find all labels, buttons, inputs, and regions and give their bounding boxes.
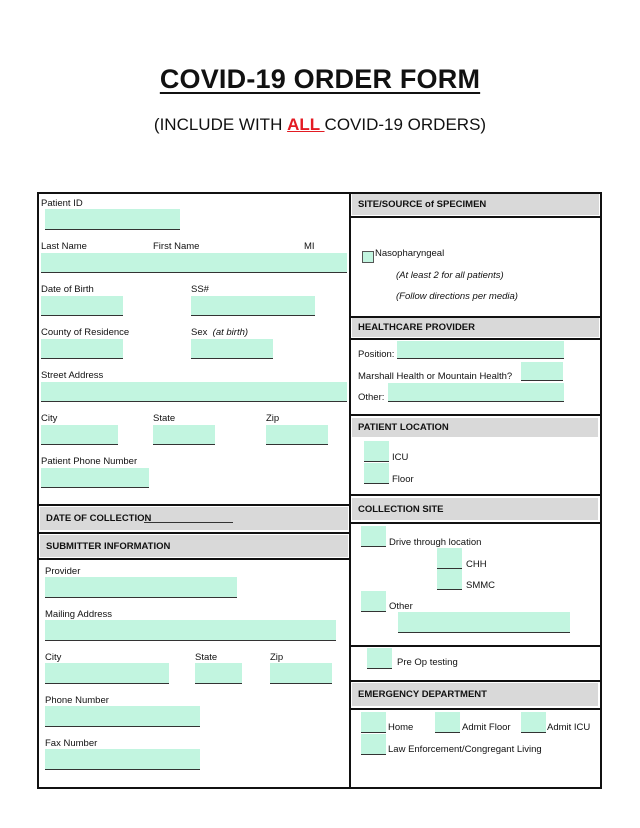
sex-label: Sex (at birth) (191, 327, 249, 338)
divider (37, 532, 351, 534)
patient-location-header: PATIENT LOCATION (352, 418, 598, 437)
submitter-state-label: State (195, 652, 218, 663)
chh-label: CHH (466, 559, 487, 570)
position-label: Position: (358, 349, 395, 360)
collection-site-header: COLLECTION SITE (352, 498, 598, 520)
admit-icu-label: Admit ICU (547, 722, 591, 733)
first-name-label: First Name (153, 241, 200, 252)
patient-phone-field[interactable] (41, 468, 149, 488)
law-enforcement-field[interactable] (361, 734, 386, 755)
submitter-city-field[interactable] (45, 663, 169, 684)
state-field[interactable] (153, 425, 215, 445)
mi-label: MI (304, 241, 315, 252)
nasopharyngeal-label: Nasopharyngeal (375, 248, 445, 259)
ssn-label: SS# (191, 284, 209, 295)
dob-field[interactable] (41, 296, 123, 316)
admit-icu-field[interactable] (521, 712, 546, 733)
specimen-note-2: (Follow directions per media) (396, 291, 518, 302)
provider-field[interactable] (45, 577, 237, 598)
pre-op-field[interactable] (367, 648, 392, 669)
pre-op-label: Pre Op testing (397, 657, 458, 668)
admit-floor-label: Admit Floor (462, 722, 511, 733)
other-site-text-field[interactable] (398, 612, 570, 633)
city-field[interactable] (41, 425, 118, 445)
home-field[interactable] (361, 712, 386, 733)
full-name-field[interactable] (41, 253, 347, 273)
admit-floor-field[interactable] (435, 712, 460, 733)
divider (349, 680, 602, 682)
fax-field[interactable] (45, 749, 200, 770)
mailing-address-label: Mailing Address (45, 609, 113, 620)
nasopharyngeal-checkbox[interactable] (362, 251, 374, 263)
other-site-field[interactable] (361, 591, 386, 612)
frame-right (600, 192, 602, 789)
zip-label: Zip (266, 413, 280, 424)
ssn-field[interactable] (191, 296, 315, 316)
sex-field[interactable] (191, 339, 273, 359)
floor-field[interactable] (364, 463, 389, 484)
healthcare-provider-header: HEALTHCARE PROVIDER (352, 318, 599, 337)
position-field[interactable] (397, 341, 564, 359)
provider-label: Provider (45, 566, 81, 577)
other-site-label: Other (389, 601, 413, 612)
frame-left (37, 192, 39, 789)
frame-bottom (37, 787, 602, 789)
phone-field[interactable] (45, 706, 200, 727)
phone-label: Phone Number (45, 695, 109, 706)
city-label: City (41, 413, 58, 424)
state-label: State (153, 413, 176, 424)
chh-field[interactable] (437, 548, 462, 569)
fax-label: Fax Number (45, 738, 98, 749)
date-of-collection-field[interactable] (144, 521, 233, 523)
last-name-label: Last Name (41, 241, 87, 252)
street-field[interactable] (41, 382, 347, 402)
date-of-collection-header: DATE OF COLLECTION (40, 507, 348, 530)
county-field[interactable] (41, 339, 123, 359)
divider (349, 708, 602, 710)
divider (37, 558, 351, 560)
submitter-zip-label: Zip (270, 652, 284, 663)
icu-field[interactable] (364, 441, 389, 462)
divider (349, 216, 602, 218)
other-provider-label: Other: (358, 392, 385, 403)
floor-label: Floor (392, 474, 414, 485)
divider (349, 414, 602, 416)
home-label: Home (388, 722, 414, 733)
drive-through-label: Drive through location (389, 537, 482, 548)
marshall-label: Marshall Health or Mountain Health? (358, 371, 513, 382)
submitter-city-label: City (45, 652, 62, 663)
icu-label: ICU (392, 452, 409, 463)
drive-through-field[interactable] (361, 526, 386, 547)
frame-middle (349, 192, 351, 789)
divider (349, 645, 602, 647)
patient-id-label: Patient ID (41, 198, 83, 209)
street-label: Street Address (41, 370, 104, 381)
county-label: County of Residence (41, 327, 130, 338)
marshall-field[interactable] (521, 362, 563, 381)
divider (37, 504, 351, 506)
divider (349, 494, 602, 496)
divider (349, 338, 602, 340)
divider (349, 522, 602, 524)
smmc-field[interactable] (437, 569, 462, 590)
emergency-header: EMERGENCY DEPARTMENT (352, 683, 598, 706)
other-provider-field[interactable] (388, 383, 564, 402)
specimen-header: SITE/SOURCE of SPECIMEN (352, 194, 599, 215)
patient-phone-label: Patient Phone Number (41, 456, 138, 467)
dob-label: Date of Birth (41, 284, 94, 295)
submitter-state-field[interactable] (195, 663, 242, 684)
law-enforcement-label: Law Enforcement/Congregant Living (388, 744, 542, 755)
submitter-header: SUBMITTER INFORMATION (40, 535, 348, 557)
patient-id-field[interactable] (45, 209, 180, 230)
smmc-label: SMMC (466, 580, 496, 591)
specimen-note-1: (At least 2 for all patients) (396, 270, 504, 281)
page-subtitle: (INCLUDE WITH ALL COVID-19 ORDERS) (153, 115, 487, 134)
page-title: COVID-19 ORDER FORM (159, 64, 481, 94)
zip-field[interactable] (266, 425, 328, 445)
submitter-zip-field[interactable] (270, 663, 332, 684)
mailing-address-field[interactable] (45, 620, 336, 641)
